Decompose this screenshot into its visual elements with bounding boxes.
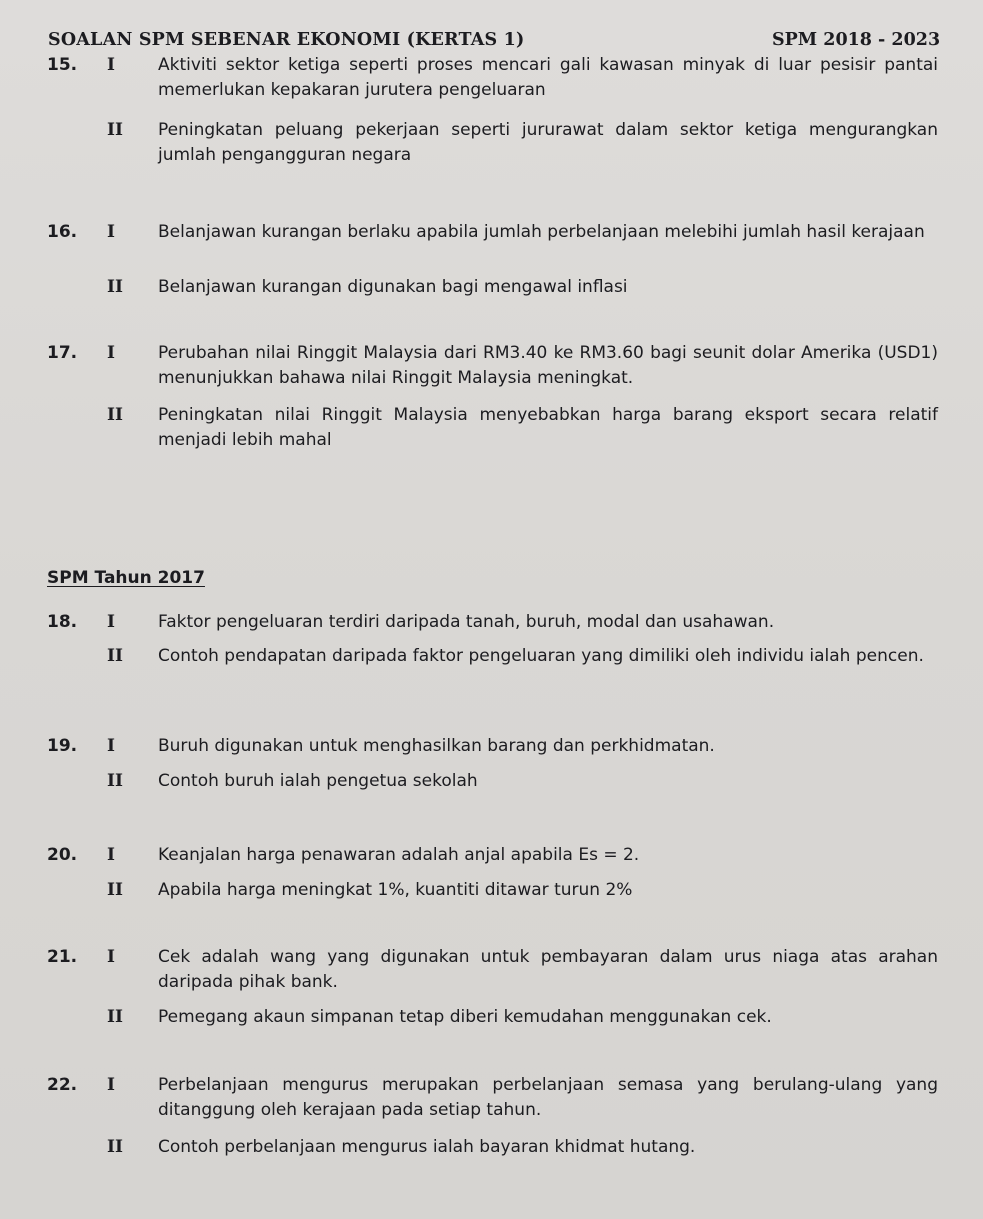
statement-text: Perubahan nilai Ringgit Malaysia dari RM3.40 ke RM3.60 bagi seunit dolar Amerika (USD1) menunjukkan bahawa nilai Ringgit Malaysia meningkat. — [158, 343, 938, 388]
statement-text: Perbelanjaan mengurus merupakan perbelanjaan semasa yang berulang-ulang yang ditanggung oleh kerajaan pada setiap tahun. — [158, 1075, 938, 1120]
roman-numeral: II — [107, 120, 123, 140]
roman-numeral: I — [107, 222, 115, 242]
question-number: 21. — [47, 947, 78, 967]
question-number: 19. — [47, 736, 78, 756]
roman-numeral: I — [107, 612, 115, 632]
question-number: 18. — [47, 612, 78, 632]
year-range: SPM 2018 - 2023 — [772, 30, 941, 50]
statement-text: Contoh perbelanjaan mengurus ialah bayaran khidmat hutang. — [158, 1137, 696, 1157]
statement-text: Apabila harga meningkat 1%, kuantiti ditawar turun 2% — [158, 880, 633, 900]
roman-numeral: I — [107, 55, 115, 75]
roman-numeral: I — [107, 343, 115, 363]
roman-numeral: I — [107, 1075, 115, 1095]
statement-text: Pemegang akaun simpanan tetap diberi kemudahan menggunakan cek. — [158, 1007, 772, 1027]
roman-numeral: II — [107, 277, 123, 297]
statement-text: Keanjalan harga penawaran adalah anjal apabila Es = 2. — [158, 845, 640, 865]
roman-numeral: II — [107, 771, 123, 791]
statement-text: Belanjawan kurangan berlaku apabila jumlah perbelanjaan melebihi jumlah hasil kerajaan — [158, 222, 925, 242]
question-number: 16. — [47, 222, 78, 242]
question-number: 15. — [47, 55, 78, 75]
statement-text: Cek adalah wang yang digunakan untuk pembayaran dalam urus niaga atas arahan daripada pihak bank. — [158, 947, 938, 992]
document-title: SOALAN SPM SEBENAR EKONOMI (KERTAS 1) — [48, 30, 525, 50]
roman-numeral: I — [107, 845, 115, 865]
statement-text: Contoh buruh ialah pengetua sekolah — [158, 771, 478, 791]
question-number: 20. — [47, 845, 78, 865]
roman-numeral: II — [107, 1137, 123, 1157]
roman-numeral: II — [107, 405, 123, 425]
statement-text: Belanjawan kurangan digunakan bagi mengawal inflasi — [158, 277, 628, 297]
roman-numeral: II — [107, 1007, 123, 1027]
section-heading: SPM Tahun 2017 — [47, 568, 205, 588]
roman-numeral: I — [107, 736, 115, 756]
statement-text: Peningkatan nilai Ringgit Malaysia menyebabkan harga barang eksport secara relatif menjadi lebih mahal — [158, 405, 938, 450]
roman-numeral: II — [107, 646, 123, 666]
question-number: 17. — [47, 343, 78, 363]
statement-text: Peningkatan peluang pekerjaan seperti jururawat dalam sektor ketiga mengurangkan jumlah pengangguran negara — [158, 120, 938, 165]
statement-text: Contoh pendapatan daripada faktor pengeluaran yang dimiliki oleh individu ialah pencen. — [158, 646, 924, 666]
question-number: 22. — [47, 1075, 78, 1095]
roman-numeral: I — [107, 947, 115, 967]
roman-numeral: II — [107, 880, 123, 900]
statement-text: Aktiviti sektor ketiga seperti proses mencari gali kawasan minyak di luar pesisir pantai memerlukan kepakaran jurutera pengeluaran — [158, 55, 938, 100]
statement-text: Faktor pengeluaran terdiri daripada tanah, buruh, modal dan usahawan. — [158, 612, 775, 632]
statement-text: Buruh digunakan untuk menghasilkan barang dan perkhidmatan. — [158, 736, 715, 756]
